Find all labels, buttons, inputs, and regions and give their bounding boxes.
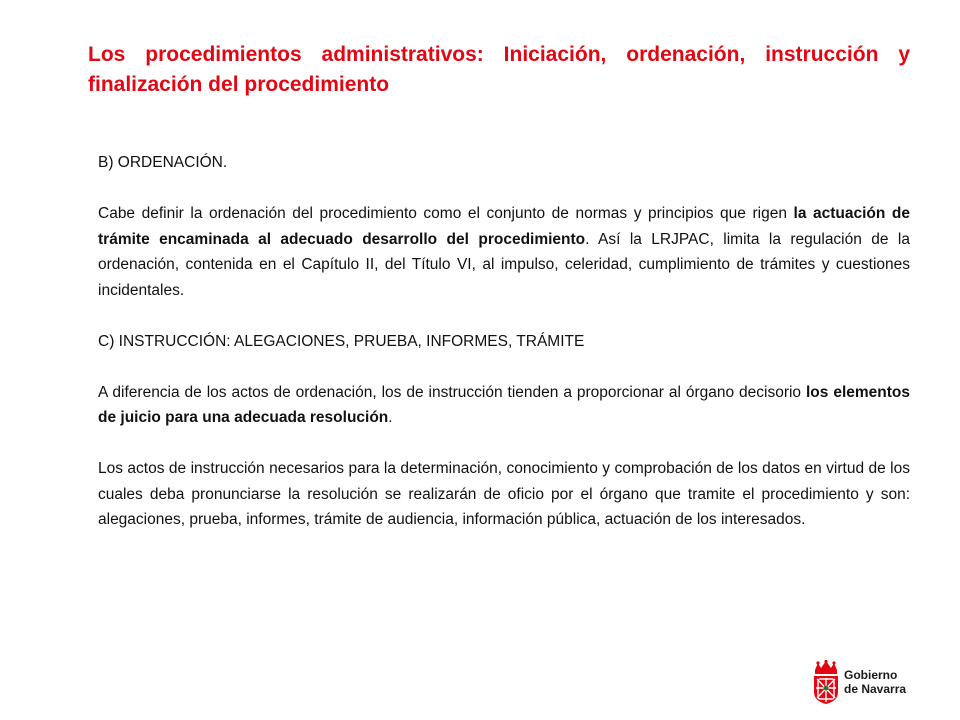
slide-title: Los procedimientos administrativos: Iniciación, ordenación, instrucción y finalización del procedimiento [88,43,910,96]
paragraph-text: Cabe definir la ordenación del procedimiento como el conjunto de normas y principios que rigen [98,205,794,222]
logo-text [844,668,906,696]
paragraph-ordenacion [98,201,910,303]
navarra-coat-of-arms-icon [808,660,844,706]
paragraph-instruccion [98,380,910,431]
slide-content [98,150,910,558]
logo-line-1: Gobierno [844,668,898,682]
paragraph-text: A diferencia de los actos de ordenación, los de instrucción tienden a proporcionar al órgano decisorio [98,383,806,401]
paragraph-text: . [388,409,393,426]
section-b-heading: B) ORDENACIÓN. [98,154,228,171]
logo-line-2: de Navarra [844,682,907,696]
paragraph-bold-text: la actuación de trámite encaminada al adecuado desarrollo del procedimiento [98,205,911,248]
paragraph-text: . Así la LRJPAC, limita la regulación de la ordenación, contenida en el Capítulo II, del Título VI, al impulso, celeridad, cumplimiento de trámites y cuestiones incidentales. [98,230,910,299]
gobierno-navarra-logo [808,660,928,708]
paragraph-bold-text: los elementos de juicio para una adecuada resolución [98,383,910,426]
section-c-heading: C) INSTRUCCIÓN: ALEGACIONES, PRUEBA, INFORMES, TRÁMITE [98,332,585,350]
paragraph-actos-instruccion: Los actos de instrucción necesarios para la determinación, conocimiento y comprobación de los datos en virtud de los cuales deba pronunciarse la resolución se realizarán de oficio por el órgano que tramite el procedimiento y son: alegaciones, prueba, informes, trámite de audiencia, información pública, actuación de los interesados. [98,460,910,528]
